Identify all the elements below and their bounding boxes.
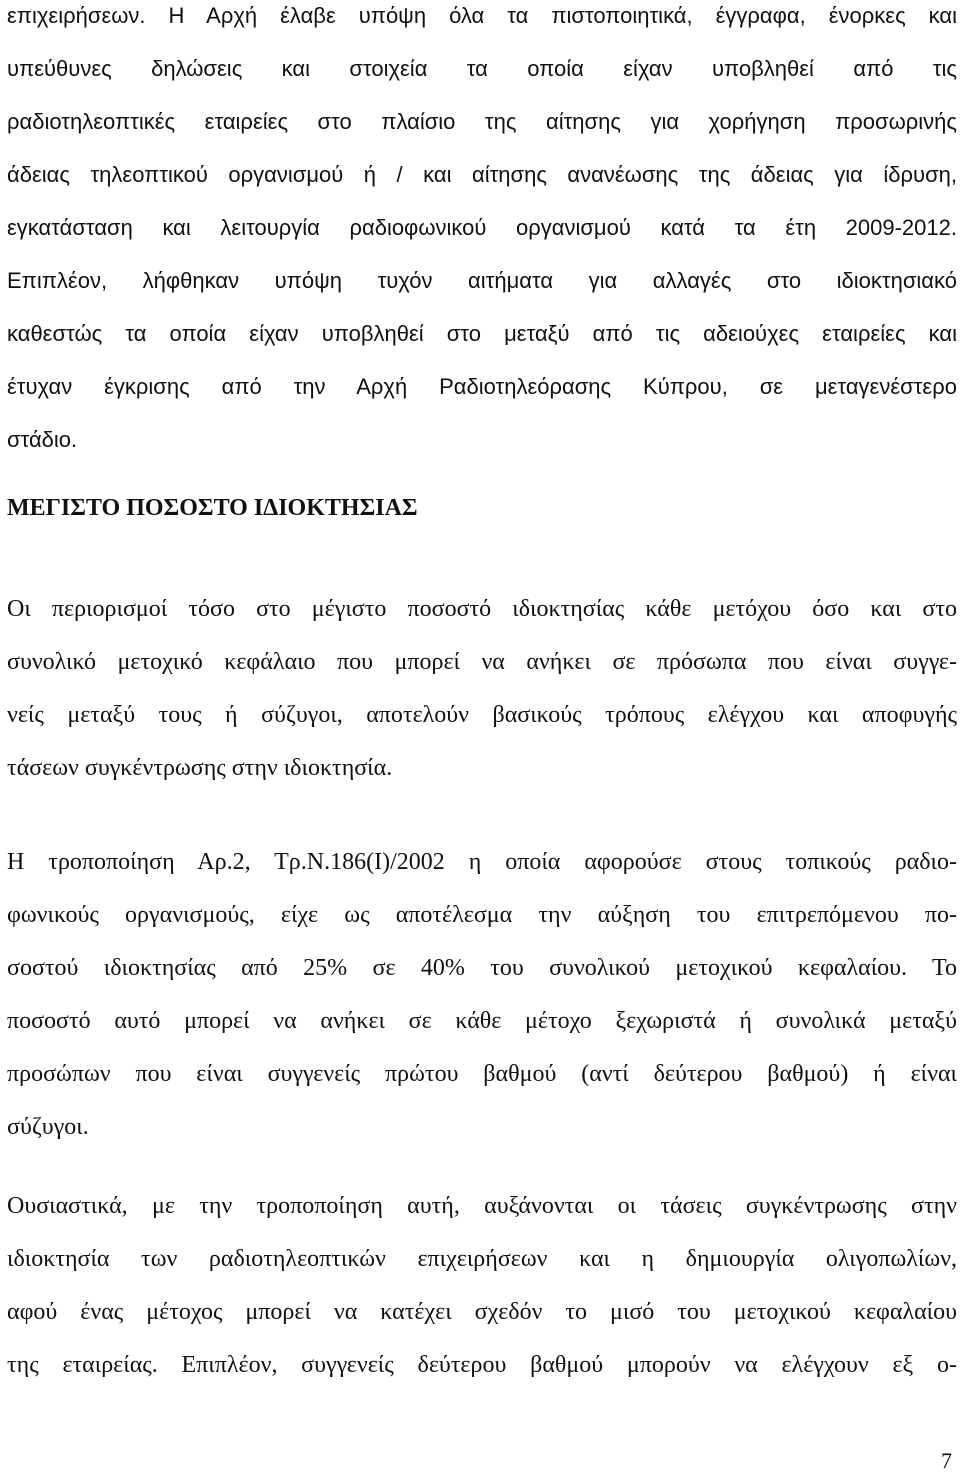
paragraph-license-review (7, 0, 957, 466)
text-line: Επιπλέον, λήφθηκαν υπόψη τυχόν αιτήματα για αλλαγές στο ιδιοκτησιακό (7, 268, 957, 293)
text-line: σοστού ιδιοκτησίας από 25% σε 40% του συνολικού μετοχικού κεφαλαίου. Το (7, 955, 957, 981)
text-line: σύζυγοι. (7, 1114, 89, 1140)
text-line: αφού ένας μέτοχος μπορεί να κατέχει σχεδόν το μισό του μετοχικού κεφαλαίου (7, 1299, 957, 1325)
section-heading: ΜΕΓΙΣΤΟ ΠΟΣΟΣΤΟ ΙΔΙΟΚΤΗΣΙΑΣ (7, 495, 418, 521)
page-number: 7 (941, 1448, 952, 1473)
text-line: επιχειρήσεων. Η Αρχή έλαβε υπόψη όλα τα πιστοποιητικά, έγγραφα, ένορκες και (7, 3, 957, 28)
paragraph-ownership-limits (7, 583, 957, 795)
text-line: άδειας τηλεοπτικού οργανισμού ή / και αίτησης ανανέωσης της άδειας για ίδρυση, (7, 162, 957, 187)
text-line: ιδιοκτησία των ραδιοτηλεοπτικών επιχειρήσεων και η δημιουργία ολιγοπωλίων, (7, 1246, 957, 1272)
paragraph-concentration (7, 1180, 957, 1392)
text-line: καθεστώς τα οποία είχαν υποβληθεί στο μεταξύ από τις αδειούχες εταιρείες και (7, 321, 957, 346)
paragraph-amendment (7, 836, 957, 1154)
text-line: έτυχαν έγκρισης από την Αρχή Ραδιοτηλεόρασης Κύπρου, σε μεταγενέστερο (7, 374, 957, 399)
text-line: της εταιρείας. Επιπλέον, συγγενείς δεύτερου βαθμού μπορούν να ελέγχουν εξ ο- (7, 1352, 957, 1378)
text-line: προσώπων που είναι συγγενείς πρώτου βαθμού (αντί δεύτερου βαθμού) ή είναι (7, 1061, 957, 1087)
text-line: φωνικούς οργανισμούς, είχε ως αποτέλεσμα την αύξηση του επιτρεπόμενου πο- (7, 902, 957, 928)
text-line: ποσοστό αυτό μπορεί να ανήκει σε κάθε μέτοχο ξεχωριστά ή συνολικά μεταξύ (7, 1008, 957, 1034)
text-line: εγκατάσταση και λειτουργία ραδιοφωνικού οργανισμού κατά τα έτη 2009-2012. (7, 215, 957, 240)
text-line: Οι περιορισμοί τόσο στο μέγιστο ποσοστό ιδιοκτησίας κάθε μετόχου όσο και στο (7, 596, 957, 622)
text-line: ραδιοτηλεοπτικές εταιρείες στο πλαίσιο της αίτησης για χορήγηση προσωρινής (7, 109, 957, 134)
text-line: τάσεων συγκέντρωσης στην ιδιοκτησία. (7, 755, 393, 781)
text-line: υπεύθυνες δηλώσεις και στοιχεία τα οποία είχαν υποβληθεί από τις (7, 56, 957, 81)
text-line: Ουσιαστικά, με την τροποποίηση αυτή, αυξάνονται οι τάσεις συγκέντρωσης στην (7, 1193, 957, 1219)
text-line: στάδιο. (7, 427, 78, 452)
text-line: συνολικό μετοχικό κεφάλαιο που μπορεί να ανήκει σε πρόσωπα που είναι συγγε- (7, 649, 957, 675)
text-line: νείς μεταξύ τους ή σύζυγοι, αποτελούν βασικούς τρόπους ελέγχου και αποφυγής (7, 702, 957, 728)
text-line: Η τροποποίηση Αρ.2, Τρ.Ν.186(Ι)/2002 η οποία αφορούσε στους τοπικούς ραδιο- (7, 849, 957, 875)
